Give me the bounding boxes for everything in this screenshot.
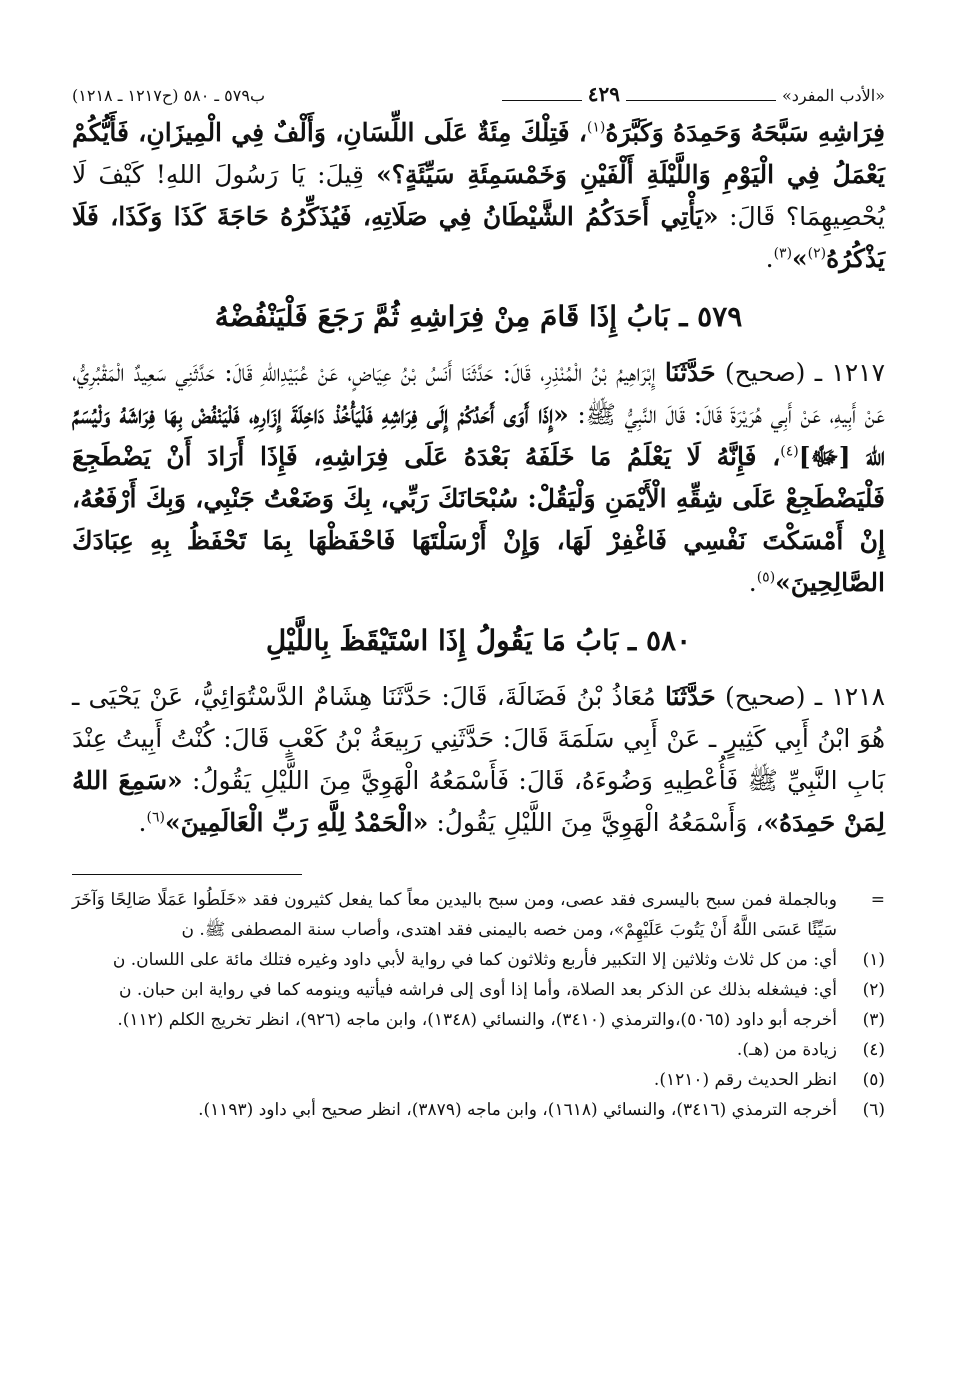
footnote-item xyxy=(72,975,885,1005)
punctuation: . xyxy=(765,244,774,273)
footnote-ref: (٥) xyxy=(756,569,776,586)
footnote-ref: (٢) xyxy=(807,245,827,262)
chapter-title-580: ٥٨٠ ـ بَابُ مَا يَقُولُ إِذَا اسْتَيْقَظَ بِاللَّيْلِ xyxy=(265,624,692,657)
chapter-title-579: ٥٧٩ ـ بَابُ إِذَا قَامَ مِنْ فِرَاشِهِ ثُمَّ رَجَعَ فَلْيَنْفُضْهُ xyxy=(214,300,743,333)
footnote-number: (٣) xyxy=(862,1010,885,1030)
footnote-text: أي: فيشغله بذلك عن الذكر بعد الصلاة، وأما إذا أوى إلى فراشه فيأتيه وينومه كما في رواية ابن حبان. ن xyxy=(119,980,837,1000)
punctuation: . xyxy=(138,808,147,837)
matn-text: ، فَإِنَّهُ لَا يَعْلَمُ مَا خَلَفَهُ بَعْدَهُ عَلَى فِرَاشِهِ، فَإِذَا أَرَادَ أَنْ يَضْطَجِعَ فَلْيَضْطَجِعْ عَلَى شِقِّهِ الْأَيْمَنِ وَلْيَقُلْ: سُبْحَانَكَ رَبِّي، بِكَ وَضَعْتُ جَنْبِي، وَبِكَ أَرْفَعُهُ، إِنْ أَمْسَكْتَ نَفْسِي فَاغْفِرْ لَهَا، وَإِنْ أَرْسَلْتَهَا فَاحْفَظْهَا بِمَا تَحْفَظُ بِهِ عِبَادَكَ الصَّالِحِينَ» xyxy=(72,442,885,597)
footnotes xyxy=(72,885,885,1125)
footnote-number: (٢) xyxy=(862,980,885,1000)
matn-text: فِرَاشِهِ سَبَّحَهُ وَحَمِدَهُ وَكَبَّرَهُ xyxy=(605,118,885,147)
hadith-number: ١٢١٧ ـ (صحيح) xyxy=(715,358,885,387)
footnote-ref: (١) xyxy=(586,119,606,136)
header-rule xyxy=(626,88,776,101)
footnote-ref: (٤) xyxy=(780,443,799,460)
matn-text: «يَأْتِي أَحَدَكُمُ الشَّيْطَانُ فِي صَلَاتِهِ، فَيُذَكِّرُهُ حَاجَةَ كَذَا وَكَذَا، فَلَا يَذْكُرُهُ xyxy=(72,202,885,273)
footnote-number: (٥) xyxy=(862,1070,885,1090)
footnote-item xyxy=(72,945,885,975)
footnote-item xyxy=(72,1065,885,1095)
haddathana: حَدَّثَنَا xyxy=(664,358,716,387)
hadith-1217 xyxy=(72,352,885,604)
chapter-reference: ب٥٧٩ ـ ٥٨٠ (ح١٢١٧ ـ ١٢١٨) xyxy=(72,86,265,105)
footnote-item xyxy=(72,1095,885,1125)
footnote-text: أي: من كل ثلاث وثلاثين إلا التكبير فأربع وثلاثون كما في رواية لأبي داود وغيره فتلك مائة على اللسان. ن xyxy=(112,950,837,970)
hadith-number: ١٢١٨ ـ (صحيح) xyxy=(715,682,886,711)
matn-text: «إِذَا أَوَى أَحَدُكُمْ إِلَى فِرَاشِهِ فَلْيَأْخُذْ دَاخِلَةَ إِزَارِهِ، فَلْيَنْفُضْ بِهَا فِرَاشَهُ وَلْيُسَمِّ اللهَ [ﷻ] xyxy=(72,400,885,471)
footnote-text: أخرجه أبو داود (٥٠٦٥)،والترمذي (٣٤١٠)، والنسائي (١٣٤٨)، وابن ماجه (٩٢٦)، انظر تخريج الكلم (١١٢). xyxy=(117,1010,837,1030)
footnote-separator xyxy=(72,874,302,875)
matn-text: » xyxy=(792,244,808,273)
footnote-number: (١) xyxy=(862,950,885,970)
matn-text: ، فَتِلْكَ مِئَةٌ عَلَى اللِّسَانِ، وَأَلْفٌ فِي الْمِيزَانِ، فَأَيُّكُمْ يَعْمَلُ فِي الْيَوْمِ وَاللَّيْلَةِ أَلْفَيْنِ وَخَمْسَمِئَةِ سَيِّئَةٍ؟» xyxy=(72,118,885,189)
book-title: «الأدب المفرد» xyxy=(781,86,885,105)
hadith-1218 xyxy=(72,676,885,844)
matn-text: «سَمِعَ اللهُ لِمَنْ حَمِدَهُ» xyxy=(72,766,885,837)
footnote-ref: (٣) xyxy=(773,245,793,262)
continued-marker: = xyxy=(870,890,885,910)
running-head xyxy=(72,82,885,112)
narration-text: ، وَأَسْمَعُهُ الْهَوِيَّ مِنَ اللَّيْلِ يَقُولُ: xyxy=(428,808,764,837)
footnote-text: وبالجملة فمن سبح باليسرى فقد عصى، ومن سبح باليدين معاً كما يفعل كثيرون فقد «خَلَطُوا عَمَلًا صَالِحًا وَآخَرَ سَيِّئًا عَسَى اللَّهُ أَنْ يَتُوبَ عَلَيْهِمْ»، ومن خصه باليمنى فقد اهتدى، وأصاب سنة المصطفى ﷺ. ن xyxy=(72,890,837,940)
footnote-number: (٤) xyxy=(862,1040,885,1060)
footnote-text: أخرجه الترمذي (٣٤١٦)، والنسائي (١٦١٨)، وابن ماجه (٣٨٧٩)، انظر صحيح أبي داود (١١٩٣). xyxy=(198,1100,837,1120)
isnad-text: إِبْرَاهِيمُ بْنُ الْمُنْذِرِ، قَالَ: حَدَّثَنَا أَنَسُ بْنُ عِيَاضٍ، عَنْ عُبَيْدِاللهِ قَالَ: حَدَّثَنِي سَعِيدٌ الْمَقْبُرِيُّ، عَنْ أَبِيهِ، عَنْ أَبِي هُرَيْرَةَ قَالَ: قَالَ النَّبِيُّ ﷺ: xyxy=(72,358,886,429)
punctuation: . xyxy=(748,568,757,597)
isnad-text: مُعَاذُ بْنُ فَضَالَةَ، قَالَ: حَدَّثَنَا هِشَامٌ الدَّسْتُوَائِيُّ، عَنْ يَحْيَى ـ هُوَ ابْنُ أَبِي كَثِيرٍ ـ عَنْ أَبِي سَلَمَةَ قَالَ: حَدَّثَنِي رَبِيعَةُ بْنُ كَعْبٍ قَالَ: كُنْتُ أَبِيتُ عِنْدَ بَابِ النَّبِيِّ ﷺ فَأُعْطِيهِ وَضُوءَهُ، قَالَ: فَأَسْمَعُهُ الْهَوِيَّ مِنَ اللَّيْلِ يَقُولُ: xyxy=(72,682,886,795)
intro-paragraph xyxy=(72,112,885,280)
page-number: ٤٢٩ xyxy=(587,82,620,106)
matn-text: «الْحَمْدُ لِلَّهِ رَبِّ الْعَالَمِينَ» xyxy=(164,808,429,837)
footnote-text: انظر الحديث رقم (١٢١٠). xyxy=(653,1070,837,1090)
footnote-text: زيادة من (هـ). xyxy=(736,1040,837,1060)
header-rule xyxy=(502,88,582,101)
footnote-item xyxy=(72,1035,885,1065)
footnote-item xyxy=(72,1005,885,1035)
narration-text: قِيلَ: يَا رَسُولَ اللهِ! كَيْفَ لَا يُحْصِيهِمَا؟ قَالَ: xyxy=(72,160,886,231)
haddathana: حَدَّثَنَا xyxy=(665,682,716,711)
footnote-number: (٦) xyxy=(862,1100,885,1120)
footnote-ref: (٦) xyxy=(146,809,165,826)
footnote-continued xyxy=(72,885,885,945)
